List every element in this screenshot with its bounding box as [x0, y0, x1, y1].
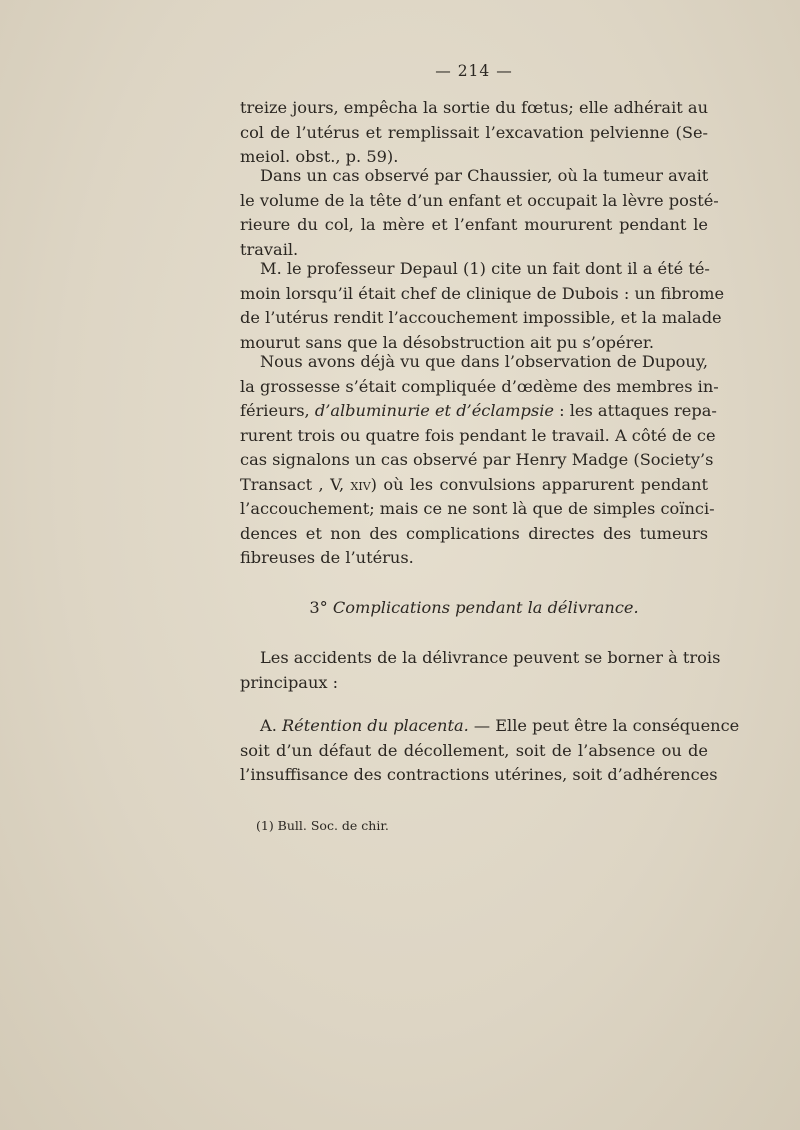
- text-fragment: Transact , V,: [240, 474, 351, 494]
- text-line: rieure du col, la mère et l’enfant moururent pendant le: [240, 215, 708, 234]
- section-title: Complications pendant la délivrance.: [332, 598, 639, 617]
- smallcaps-fragment: xiv: [350, 474, 371, 494]
- text-line: rurent trois ou quatre fois pendant le travail. A côté de ce: [240, 425, 716, 445]
- text-fragment: ) où les convulsions apparurent pendant: [370, 474, 708, 494]
- text-line: col de l’utérus et remplissait l’excavation pelvienne (Se-: [240, 122, 708, 142]
- italic-fragment: Rétention du placenta.: [281, 716, 469, 735]
- text-line: la grossesse s’était compliquée d’œdème des membres in-: [240, 376, 719, 396]
- text-line: l’accouchement; mais ce ne sont là que de simples coïnci-: [240, 499, 715, 518]
- text-line: moin lorsqu’il était chef de clinique de Dubois : un fibrome: [240, 283, 725, 303]
- section-heading: [240, 596, 708, 621]
- text-line: cas signalons un cas observé par Henry Madge (Society’s: [240, 450, 714, 469]
- section-number: 3°: [309, 598, 333, 617]
- text-line-italic-mix: [240, 714, 740, 739]
- paragraph-dupouy: [240, 350, 719, 571]
- text-line: dences et non des complications directes des tumeurs: [240, 523, 708, 543]
- text-line: de l’utérus rendit l’accouchement impossible, et la malade: [240, 308, 722, 327]
- text-fragment: — Elle peut être la conséquence: [468, 716, 740, 735]
- text-line: principaux :: [240, 672, 339, 692]
- text-line: M. le professeur Depaul (1) cite un fait dont il a été té-: [260, 259, 710, 278]
- item-label: A.: [260, 716, 282, 735]
- text-line: soit d’un défaut de décollement, soit de l’absence ou de: [240, 740, 708, 760]
- text-line: fibreuses de l’utérus.: [240, 548, 414, 567]
- italic-fragment: d’albuminurie et d’éclampsie: [314, 401, 554, 420]
- text-line: Les accidents de la délivrance peuvent se borner à trois: [260, 648, 721, 667]
- text-fragment: férieurs,: [240, 401, 315, 420]
- text-line: le volume de la tête d’un enfant et occupait la lèvre posté-: [240, 190, 719, 210]
- text-line: mourut sans que la désobstruction ait pu s’opérer.: [240, 332, 655, 352]
- text-line: Dans un cas observé par Chaussier, où la tumeur avait: [260, 166, 709, 185]
- paragraph-accidents: [240, 646, 721, 695]
- footnote: (1) Bull. Soc. de chir.: [256, 818, 389, 833]
- paragraph-retention: [240, 714, 740, 788]
- text-fragment: : les attaques repa-: [553, 401, 717, 420]
- paragraph-continuation: [240, 96, 708, 170]
- text-line: meiol. obst., p. 59).: [240, 147, 399, 166]
- paragraph-depaul: [240, 257, 725, 355]
- text-line-smallcaps-mix: [240, 473, 708, 498]
- text-line-italic-mix: [240, 399, 717, 424]
- page-number: — 214 —: [435, 62, 513, 80]
- text-line: l’insuffisance des contractions utérines, soit d’adhérences: [240, 765, 718, 784]
- paragraph-chaussier: [240, 164, 719, 262]
- text-line: Nous avons déjà vu que dans l’observation de Dupouy,: [260, 352, 708, 371]
- text-line: treize jours, empêcha la sortie du fœtus; elle adhérait au: [240, 98, 708, 117]
- text-line: travail.: [240, 239, 299, 259]
